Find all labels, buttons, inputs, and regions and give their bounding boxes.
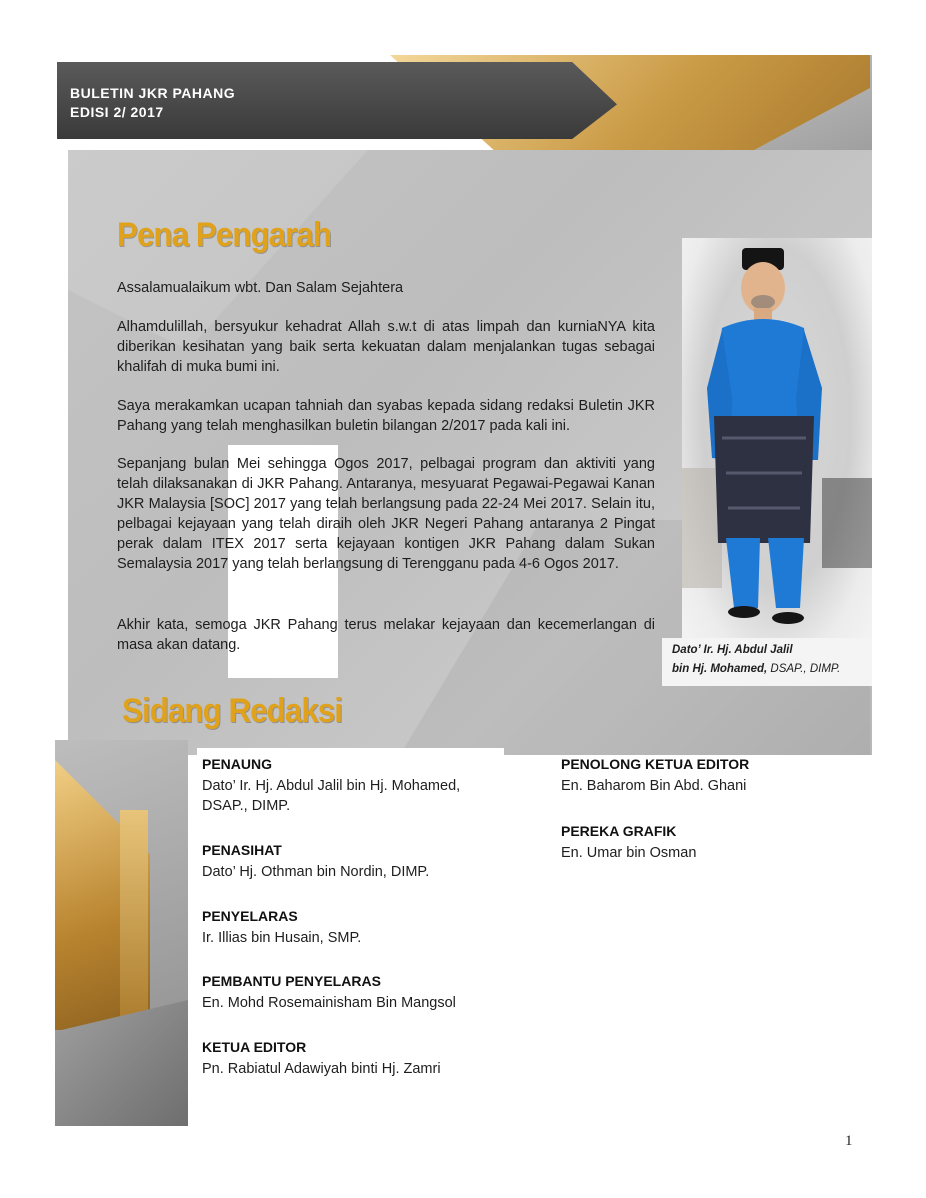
portrait-illustration [682, 238, 872, 638]
decor-left-gold-strip [120, 810, 148, 1040]
page-number: 1 [845, 1133, 853, 1149]
bulletin-edition: EDISI 2/ 2017 [70, 104, 164, 120]
caption-line-2 [672, 663, 840, 675]
editorial-title: Sidang Redaksi [122, 692, 343, 730]
greeting: Assalamualaikum wbt. Dan Salam Sejahtera [117, 280, 404, 296]
paragraph-2: Saya merakamkan ucapan tahniah dan syabas kepada sidang redaksi Buletin JKR Pahang yang telah menghasilkan buletin bilangan 2/2017 pada kali ini. [117, 398, 655, 434]
name-chief-editor: Pn. Rabiatul Adawiyah binti Hj. Zamri [202, 1061, 441, 1077]
name-coordinator: Ir. Illias bin Husain, SMP. [202, 930, 362, 946]
name-assistant-chief-editor: En. Baharom Bin Abd. Ghani [561, 778, 747, 794]
bulletin-name: BULETIN JKR PAHANG [70, 85, 236, 101]
paragraph-3: Sepanjang bulan Mei sehingga Ogos 2017, pelbagai program dan aktiviti yang telah dilaksanakan di JKR Pahang. Antaranya, mesyuarat Pegawai-Pegawai Kanan JKR Malaysia [SOC] 2017 yang telah berlangsung pada 22-24 Mei 2017. Selain itu, pelbagai kejayaan yang telah diraih oleh JKR Negeri Pahang antaranya 2 Pingat perak dalam ITEX 2017 serta kejayaan kontigen JKR Pahang dalam Sukan Semalaysia 2017 yang telah berlangsung di Terengganu pada 4-6 Ogos 2017. [117, 456, 655, 572]
message-title: Pena Pengarah [117, 216, 332, 254]
name-advisor: Dato’ Hj. Othman bin Nordin, DIMP. [202, 864, 430, 880]
caption-title-part: DSAP., DIMP. [767, 663, 841, 675]
role-chief-editor: KETUA EDITOR [202, 1039, 307, 1055]
paragraph-4: Akhir kata, semoga JKR Pahang terus melakar kejayaan dan kecemerlangan di masa akan datang. [117, 617, 655, 653]
role-assistant-coordinator: PEMBANTU PENYELARAS [202, 973, 381, 989]
role-assistant-chief-editor: PENOLONG KETUA EDITOR [561, 756, 750, 772]
name-assistant-coordinator: En. Mohd Rosemainisham Bin Mangsol [202, 995, 456, 1011]
role-patron: PENAUNG [202, 756, 273, 772]
name-graphic-designer: En. Umar bin Osman [561, 845, 697, 861]
director-portrait [682, 238, 872, 638]
caption-line-1: Dato’ Ir. Hj. Abdul Jalil [672, 644, 793, 656]
role-graphic-designer: PEREKA GRAFIK [561, 823, 677, 839]
caption-name-part: bin Hj. Mohamed, [672, 663, 768, 675]
paragraph-1: Alhamdulillah, bersyukur kehadrat Allah s.w.t di atas limpah dan kurniaNYA kita diberikan kesihatan yang baik serta kekuatan dalam menjalankan tugas sebagai khalifah di muka bumi ini. [117, 319, 655, 375]
name-patron: Dato’ Ir. Hj. Abdul Jalil bin Hj. Mohamed, DSAP., DIMP. [202, 778, 461, 814]
role-coordinator: PENYELARAS [202, 908, 298, 924]
role-advisor: PENASIHAT [202, 842, 282, 858]
